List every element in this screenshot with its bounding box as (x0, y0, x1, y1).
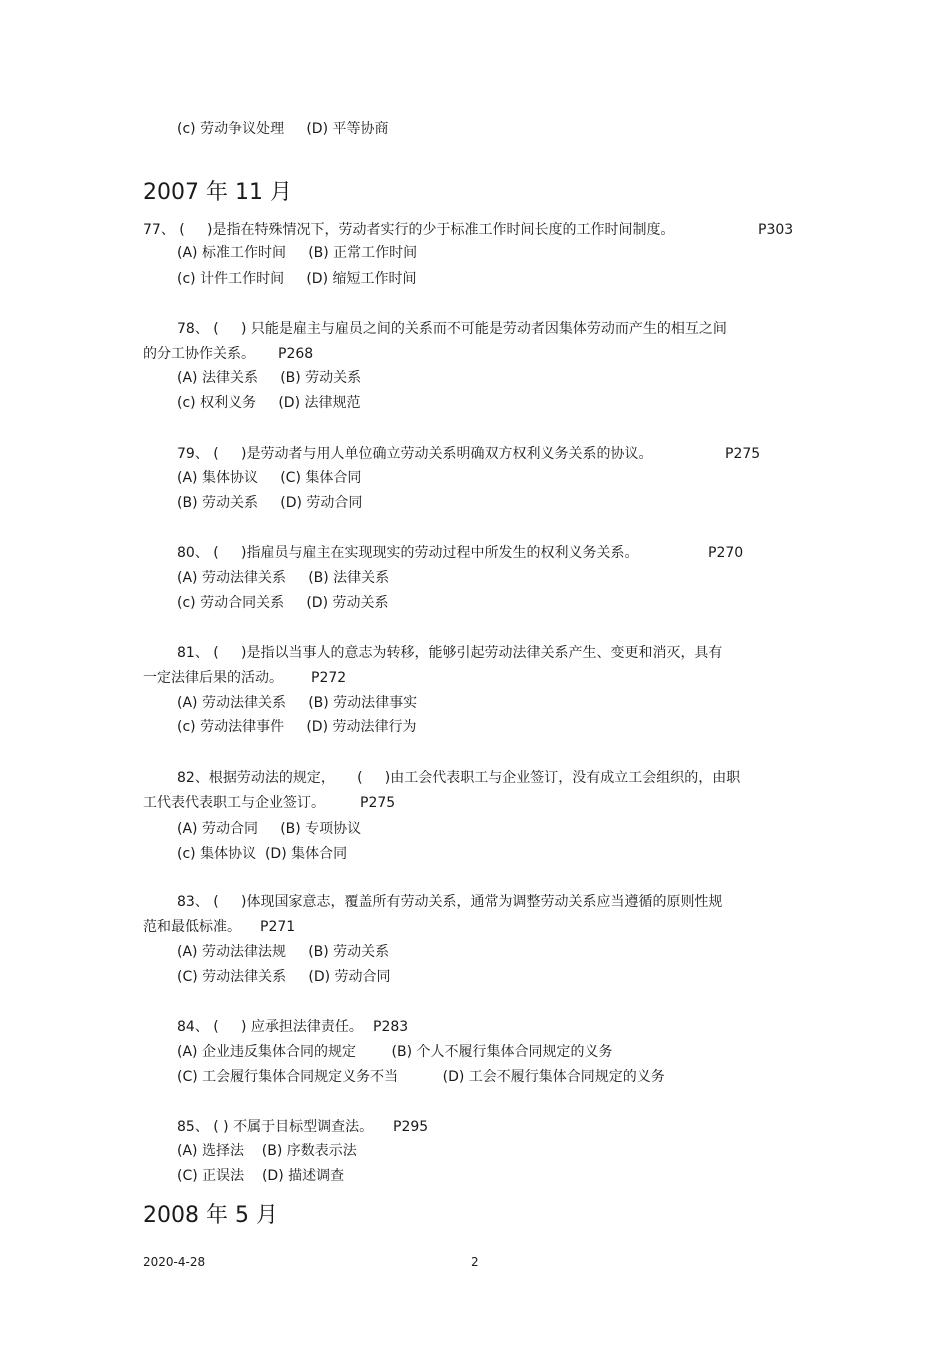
question-options: (A) 法律关系 (B) 劳动关系 (177, 370, 362, 386)
question-text: 81、 ( )是指以当事人的意志为转移，能够引起劳动法律关系产生、变更和消灭，具有 (177, 645, 723, 661)
question-options: (C) 劳动法律关系 (D) 劳动合同 (177, 969, 391, 985)
question-text-continued: 工代表代表职工与企业签订。 (143, 795, 325, 811)
page-reference: P270 (708, 545, 744, 561)
page-reference: P268 (278, 346, 314, 362)
question-options: (C) 工会履行集体合同规定义务不当 (D) 工会不履行集体合同规定的义务 (177, 1069, 665, 1085)
question-text-continued: 范和最低标准。 (143, 919, 241, 935)
question-options: (c) 计件工作时间 (D) 缩短工作时间 (177, 271, 417, 287)
question-option-line: (c) 劳动争议处理 (D) 平等协商 (177, 121, 389, 137)
question-options: (A) 劳动法律关系 (B) 劳动法律事实 (177, 695, 418, 711)
question-options: (A) 劳动法律法规 (B) 劳动关系 (177, 944, 390, 960)
question-options: (B) 劳动关系 (D) 劳动合同 (177, 495, 363, 511)
page-reference: P272 (311, 670, 347, 686)
question-text: 80、 ( )指雇员与雇主在实现现实的劳动过程中所发生的权利义务关系。 (177, 545, 639, 561)
question-options: (c) 劳动法律事件 (D) 劳动法律行为 (177, 719, 417, 735)
question-options: (C) 正误法 (D) 描述调查 (177, 1168, 345, 1184)
page-reference: P303 (758, 222, 794, 238)
question-options: (c) 劳动合同关系 (D) 劳动关系 (177, 595, 389, 611)
page-reference: P283 (373, 1019, 409, 1035)
question-text: 78、 ( ) 只能是雇主与雇员之间的关系而不可能是劳动者因集体劳动而产生的相互之间 (177, 321, 727, 337)
question-options: (A) 选择法 (B) 序数表示法 (177, 1143, 357, 1159)
question-text: 79、 ( )是劳动者与用人单位确立劳动关系明确双方权利义务关系的协议。 (177, 446, 653, 462)
question-options: (c) 权利义务 (D) 法律规范 (177, 395, 361, 411)
question-text: 77、 ( )是指在特殊情况下，劳动者实行的少于标准工作时间长度的工作时间制度。 (143, 222, 675, 238)
section-heading-2007-11: 2007 年 11 月 (143, 180, 292, 205)
question-options: (A) 劳动法律关系 (B) 法律关系 (177, 570, 390, 586)
question-text: 82、根据劳动法的规定， ( )由工会代表职工与企业签订，没有成立工会组织的，由职 (177, 770, 741, 786)
page-reference: P295 (393, 1119, 429, 1135)
question-text-continued: 一定法律后果的活动。 (143, 670, 283, 686)
footer-date: 2020-4-28 (143, 1255, 206, 1269)
section-heading-2008-5: 2008 年 5 月 (143, 1203, 278, 1228)
question-text: 85、 ( ) 不属于目标型调查法。 (177, 1119, 374, 1135)
question-options: (A) 企业违反集体合同的规定 (B) 个人不履行集体合同规定的义务 (177, 1044, 613, 1060)
question-options: (A) 集体协议 (C) 集体合同 (177, 470, 362, 486)
question-text: 84、 ( ) 应承担法律责任。 (177, 1019, 363, 1035)
page-reference: P275 (360, 795, 396, 811)
question-options: (c) 集体协议 (D) 集体合同 (177, 846, 348, 862)
page-reference: P271 (260, 919, 296, 935)
question-options: (A) 劳动合同 (B) 专项协议 (177, 821, 362, 837)
question-text-continued: 的分工协作关系。 (143, 346, 255, 362)
page-reference: P275 (725, 446, 761, 462)
footer-page-number: 2 (471, 1255, 479, 1269)
question-options: (A) 标准工作时间 (B) 正常工作时间 (177, 245, 418, 261)
question-text: 83、 ( )体现国家意志，覆盖所有劳动关系，通常为调整劳动关系应当遵循的原则性规 (177, 894, 723, 910)
